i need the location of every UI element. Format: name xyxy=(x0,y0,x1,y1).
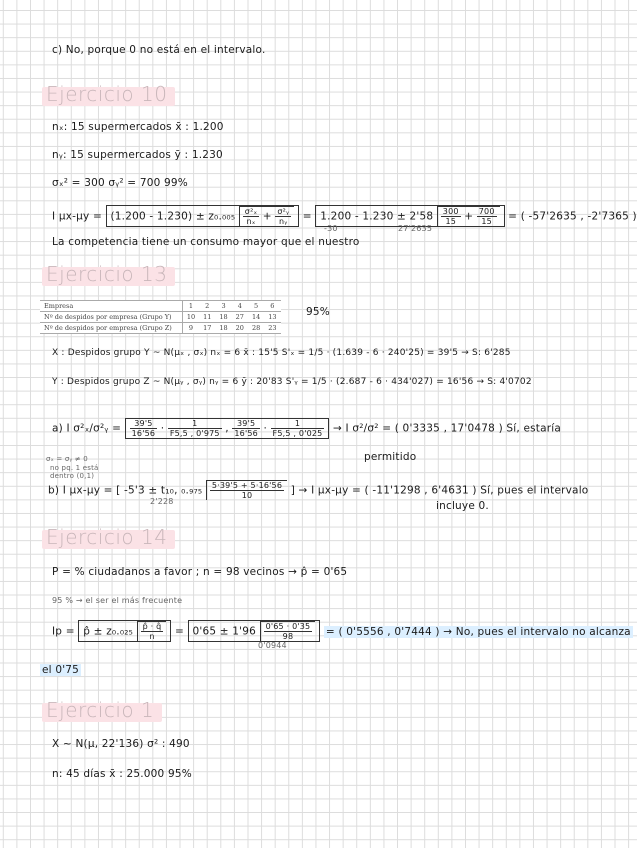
e10-sub-1: -30 xyxy=(324,224,338,233)
e13-a: a) I σ²ₓ/σ²ᵧ = $\frac{39'5}{16'56}$ · $\frac{1}{F5,5 , 0'975}$ , $\frac{39'5}{16'56}$ · $\frac{1}{F5,5 , 0'025}$ → I σ²/σ² = ( 0'3335 , 17'0478 ) Sí, estaría xyxy=(52,419,562,438)
e13-side-note-1: σₓ = σᵧ ≠ 0 xyxy=(46,455,88,463)
e10-ci-lhs: I μx-μy = xyxy=(52,210,102,223)
e13-x-def: X : Despidos grupo Y ~ N(μₓ , σₓ) nₓ = 6 x̄ : 15'5 S'ₓ = 1/5 · (1.639 - 6 · 240'25) = 39'5 → S: 6'285 xyxy=(52,348,511,358)
table-row: Nº de despidos por empresa (Grupo Y) 10 11 18 27 14 13 xyxy=(40,312,281,323)
e13-b: b) I μx-μy = [ -5'3 ± t₁₀, ₀.₉₇₅ $\frac{5\cdot 39'5 + 5\cdot 16'56}{10}$ ] → I μx-μy = ( -11'1298 , 6'4631 ) Sí, pues el intervalo xyxy=(48,481,589,500)
e10-ci-bracket: (1.200 - 1.230) ± z₀.₀₀₅ $\frac{\text{σ²ₓ}}{\text{nₓ}}$ + $\frac{\text{σ²ᵧ}}{\text{nᵧ}}$ xyxy=(106,205,300,227)
table-header-row: Empresa 1 2 3 4 5 6 xyxy=(40,301,281,312)
heading-ejercicio-10: Ejercicio 10 xyxy=(42,82,175,106)
e13-side-note-2: no pq. 1 está xyxy=(50,464,99,472)
e10-sub-2: 27'2635 xyxy=(398,224,433,233)
e10-conclusion: La competencia tiene un consumo mayor que el nuestro xyxy=(52,236,360,248)
e14-sub: 0'0944 xyxy=(258,641,287,650)
heading-ejercicio-13: Ejercicio 13 xyxy=(42,262,175,286)
e13-y-def: Y : Despidos grupo Z ~ N(μᵧ , σᵧ) nᵧ = 6 ȳ : 20'83 S'ᵧ = 1/5 · (2.687 - 6 · 434'027) = 16'56 → S: 4'0702 xyxy=(52,377,532,387)
e14-p: P = % ciudadanos a favor ; n = 98 vecinos → p̂ = 0'65 xyxy=(52,566,348,578)
e1-n: n: 45 días x̄ : 25.000 95% xyxy=(52,768,192,780)
table-row: Nº de despidos por empresa (Grupo Z) 9 17 18 20 28 23 xyxy=(40,323,281,334)
e13-side-note-3: dentro (0,1) xyxy=(50,472,95,480)
e10-ci: I μx-μy = (1.200 - 1.230) ± z₀.₀₀₅ $\frac{\text{σ²ₓ}}{\text{nₓ}}$ + $\frac{\text{σ²ᵧ}}{\text{nᵧ}}$ = 1.200 - 1.230 ± 2'58 $\frac{300}{15}$ + $\frac{700}{15}$ = ( -57'2635 , -2'7365 ) xyxy=(52,207,637,226)
heading-ejercicio-14: Ejercicio 14 xyxy=(42,525,175,549)
e10-ci-bracket-2: 1.200 - 1.230 ± 2'58 $\frac{300}{15}$ + $\frac{700}{15}$ xyxy=(315,205,504,227)
e10-n2: nᵧ: 15 supermercados ȳ : 1.230 xyxy=(52,149,223,161)
e14-note: 95 % → el ser el más frecuente xyxy=(52,596,183,605)
sqrt-icon: $\frac{\text{σ²ₓ}}{\text{nₓ}}$ + $\frac{\text{σ²ᵧ}}{\text{nᵧ}}$ xyxy=(239,206,294,226)
e13-b-sub: 2'228 xyxy=(150,497,174,506)
despidos-table xyxy=(40,300,281,334)
e14-tail: el 0'75 xyxy=(42,664,80,676)
e13-confidence: 95% xyxy=(306,306,330,318)
e10-variances: σₓ² = 300 σᵧ² = 700 99% xyxy=(52,177,188,189)
e13-a-permitido: permitido xyxy=(364,451,417,463)
e10-n1: nₓ: 15 supermercados x̄ : 1.200 xyxy=(52,121,224,133)
e13-b-incluye: incluye 0. xyxy=(436,500,489,512)
e14-ip: Ip = p̂ ± z₀.₀₂₅ $\frac{p̂ \cdot q̂}{n}$ = 0'65 ± 1'96 $\frac{0'65 \cdot 0'35}{98}$ = ( 0'5556 , 0'7444 ) → No, pues el intervalo no alcanza xyxy=(52,622,631,641)
heading-ejercicio-1: Ejercicio 1 xyxy=(42,698,162,722)
e1-x: X ~ N(μ, 22'136) σ² : 490 xyxy=(52,738,190,750)
c-answer: c) No, porque 0 no está en el intervalo. xyxy=(52,44,266,56)
